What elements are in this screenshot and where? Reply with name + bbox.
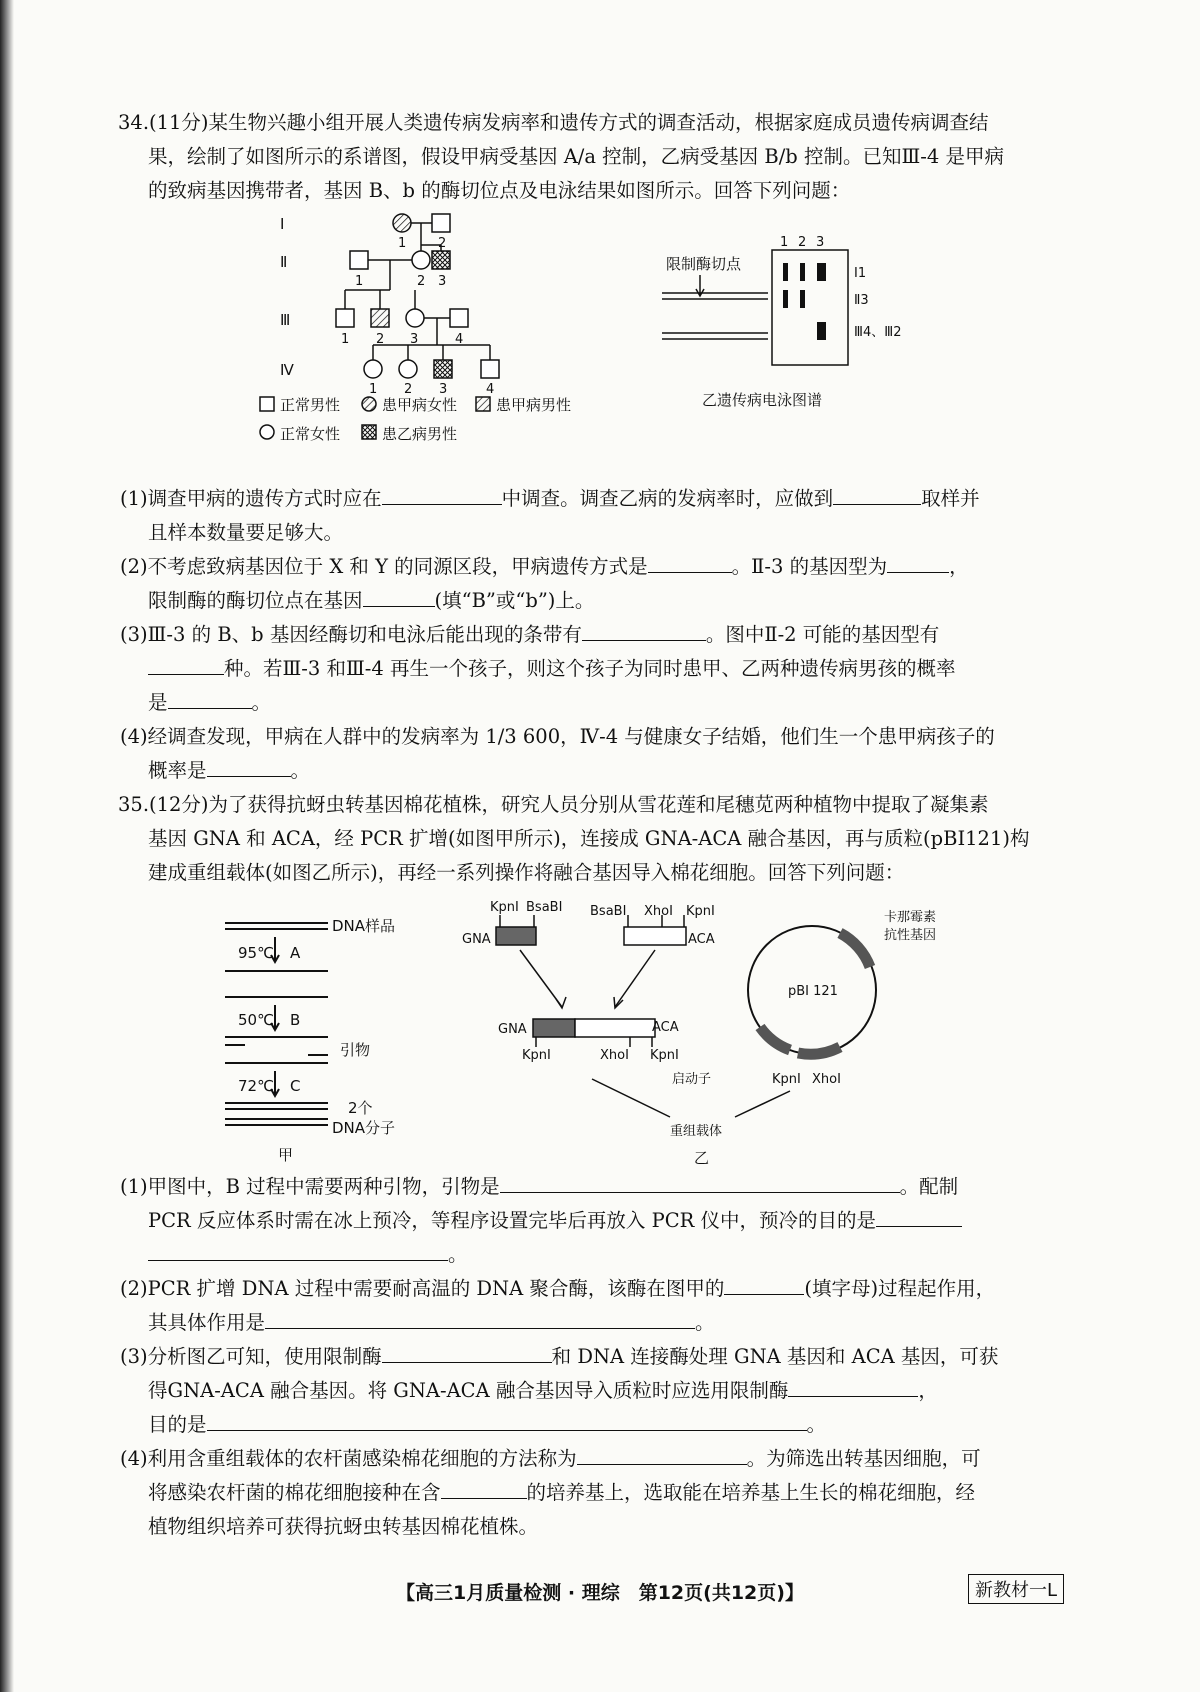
svg-text:3: 3 bbox=[438, 274, 447, 289]
svg-text:乙: 乙 bbox=[694, 1149, 710, 1167]
svg-text:3: 3 bbox=[439, 382, 448, 397]
svg-text:甲: 甲 bbox=[278, 1146, 294, 1164]
svg-text:引物: 引物 bbox=[340, 1041, 371, 1059]
svg-text:Ⅰ1: Ⅰ1 bbox=[854, 266, 867, 281]
answer-blank[interactable] bbox=[168, 686, 252, 709]
svg-text:抗性基因: 抗性基因 bbox=[884, 928, 937, 943]
q34-sub3: (3)Ⅲ-3 的 B、b 基因经酶切和电泳后能出现的条带有 。图中Ⅱ-2 可能的基因型有 种。若Ⅲ-3 和Ⅲ-4 再生一个孩子，则这个孩子为同时患甲、乙两种遗传病男孩的概率 是 。 bbox=[118, 618, 1078, 720]
svg-text:Ⅰ: Ⅰ bbox=[280, 215, 285, 233]
answer-blank[interactable] bbox=[148, 1238, 448, 1261]
q34-head: 34.(11分)某生物兴趣小组开展人类遗传病发病率和遗传方式的调查活动，根据家庭成员遗传病调查结 bbox=[118, 111, 989, 134]
answer-blank[interactable] bbox=[382, 482, 502, 505]
pcr-vector-figure bbox=[200, 895, 1000, 1175]
svg-text:GNA: GNA bbox=[462, 932, 491, 947]
svg-text:A: A bbox=[290, 944, 301, 962]
svg-text:患甲病男性: 患甲病男性 bbox=[496, 396, 572, 414]
svg-text:Ⅲ: Ⅲ bbox=[280, 311, 291, 329]
q34-line2: 果，绘制了如图所示的系谱图，假设甲病受基因 A/a 控制，乙病受基因 B/b 控制。已知Ⅲ-4 是甲病 bbox=[148, 145, 1004, 168]
svg-text:B: B bbox=[290, 1011, 301, 1029]
svg-text:ACA: ACA bbox=[688, 932, 715, 947]
q34-sub2: (2)不考虑致病基因位于 X 和 Y 的同源区段，甲病遗传方式是 。Ⅱ-3 的基因型为 ， 限制酶的酶切位点在基因 (填“B”或“b”)上。 bbox=[118, 550, 1078, 618]
answer-blank[interactable] bbox=[724, 1272, 804, 1295]
q34-sub1: (1)调查甲病的遗传方式时应在 中调查。调查乙病的发病率时，应做到 取样并 且样本数量要足够大。 bbox=[118, 482, 1078, 550]
svg-text:重组载体: 重组载体 bbox=[670, 1124, 723, 1139]
svg-text:1: 1 bbox=[355, 274, 364, 289]
answer-blank[interactable] bbox=[148, 652, 224, 675]
answer-blank[interactable] bbox=[265, 1306, 695, 1329]
svg-text:2: 2 bbox=[798, 235, 807, 250]
svg-text:72℃: 72℃ bbox=[238, 1077, 274, 1095]
q35-sub1: (1)甲图中，B 过程中需要两种引物，引物是 。配制 PCR 反应体系时需在冰上预冷，等程序设置完毕后再放入 PCR 仪中，预冷的目的是 。 bbox=[118, 1170, 1078, 1272]
svg-text:Ⅲ4、Ⅲ2: Ⅲ4、Ⅲ2 bbox=[854, 325, 902, 340]
svg-text:卡那霉素: 卡那霉素 bbox=[884, 910, 937, 925]
svg-text:4: 4 bbox=[455, 332, 464, 347]
svg-text:1: 1 bbox=[341, 332, 350, 347]
answer-blank[interactable] bbox=[582, 618, 706, 641]
svg-text:ACA: ACA bbox=[652, 1020, 679, 1035]
answer-blank[interactable] bbox=[577, 1442, 747, 1465]
svg-text:KpnⅠ: KpnⅠ bbox=[686, 904, 715, 919]
svg-text:3: 3 bbox=[410, 332, 419, 347]
svg-text:XhoⅠ: XhoⅠ bbox=[600, 1048, 629, 1063]
svg-text:2: 2 bbox=[404, 382, 413, 397]
svg-text:正常女性: 正常女性 bbox=[280, 425, 341, 443]
svg-text:DNA分子: DNA分子 bbox=[332, 1119, 396, 1137]
svg-text:患甲病女性: 患甲病女性 bbox=[382, 396, 458, 414]
svg-text:1: 1 bbox=[369, 382, 378, 397]
svg-text:患乙病男性: 患乙病男性 bbox=[382, 425, 458, 443]
svg-text:启动子: 启动子 bbox=[672, 1072, 712, 1087]
svg-text:Ⅱ3: Ⅱ3 bbox=[854, 293, 869, 308]
q35-subquestions bbox=[118, 1170, 1078, 1544]
pedigree-figure bbox=[250, 205, 930, 485]
svg-text:2: 2 bbox=[417, 274, 426, 289]
svg-text:DNA样品: DNA样品 bbox=[332, 917, 396, 935]
svg-text:1: 1 bbox=[780, 235, 789, 250]
answer-blank[interactable] bbox=[207, 1408, 807, 1431]
svg-text:BsaBⅠ: BsaBⅠ bbox=[590, 904, 627, 919]
q35-line3: 建成重组载体(如图乙所示)，再经一系列操作将融合基因导入棉花细胞。回答下列问题： bbox=[148, 861, 905, 884]
svg-text:95℃: 95℃ bbox=[238, 944, 274, 962]
svg-text:4: 4 bbox=[486, 382, 495, 397]
svg-text:GNA: GNA bbox=[498, 1022, 527, 1037]
answer-blank[interactable] bbox=[207, 754, 291, 777]
answer-blank[interactable] bbox=[887, 550, 949, 573]
q35-sub4: (4)利用含重组载体的农杆菌感染棉花细胞的方法称为 。为筛选出转基因细胞，可 将感染农杆菌的棉花细胞接种在含 的培养基上，选取能在培养基上生长的棉花细胞，经 植物组织培养可获得抗蚜虫转基因棉花植株。 bbox=[118, 1442, 1078, 1544]
answer-blank[interactable] bbox=[500, 1170, 900, 1193]
svg-text:乙遗传病电泳图谱: 乙遗传病电泳图谱 bbox=[702, 391, 823, 409]
svg-text:KpnⅠ: KpnⅠ bbox=[650, 1048, 679, 1063]
svg-text:XhoⅠ: XhoⅠ bbox=[812, 1072, 841, 1087]
answer-blank[interactable] bbox=[363, 584, 435, 607]
page-footer: 【高三1月质量检测 · 理综 第12页(共12页)】 bbox=[396, 1582, 804, 1604]
answer-blank[interactable] bbox=[648, 550, 732, 573]
answer-blank[interactable] bbox=[876, 1204, 962, 1227]
scan-edge bbox=[0, 0, 14, 1692]
svg-text:2: 2 bbox=[438, 236, 447, 251]
svg-text:pBI 121: pBI 121 bbox=[788, 984, 838, 999]
svg-text:BsaBⅠ: BsaBⅠ bbox=[526, 900, 563, 915]
svg-text:Ⅳ: Ⅳ bbox=[280, 361, 294, 379]
answer-blank[interactable] bbox=[382, 1340, 552, 1363]
q34-line3: 的致病基因携带者，基因 B、b 的酶切位点及电泳结果如图所示。回答下列问题： bbox=[148, 179, 851, 202]
question-35 bbox=[118, 788, 1078, 890]
svg-text:KpnⅠ: KpnⅠ bbox=[772, 1072, 801, 1087]
answer-blank[interactable] bbox=[833, 482, 921, 505]
svg-text:XhoⅠ: XhoⅠ bbox=[644, 904, 673, 919]
q35-head: 35.(12分)为了获得抗蚜虫转基因棉花植株，研究人员分别从雪花莲和尾穗苋两种植物中提取了凝集素 bbox=[118, 793, 989, 816]
q34-subquestions bbox=[118, 482, 1078, 788]
answer-blank[interactable] bbox=[788, 1374, 918, 1397]
svg-text:Ⅱ: Ⅱ bbox=[280, 253, 288, 271]
svg-text:限制酶切点: 限制酶切点 bbox=[666, 255, 742, 273]
svg-text:50℃: 50℃ bbox=[238, 1011, 274, 1029]
q34-sub4: (4)经调查发现，甲病在人群中的发病率为 1/3 600，Ⅳ-4 与健康女子结婚，他们生一个患甲病孩子的 概率是 。 bbox=[120, 725, 995, 782]
svg-text:1: 1 bbox=[398, 236, 407, 251]
question-34 bbox=[118, 106, 1078, 208]
q35-sub3: (3)分析图乙可知，使用限制酶 和 DNA 连接酶处理 GNA 基因和 ACA 基因，可获 得GNA-ACA 融合基因。将 GNA-ACA 融合基因导入质粒时应选用限制酶 ， 目的是 。 bbox=[118, 1340, 1078, 1442]
q35-line2: 基因 GNA 和 ACA，经 PCR 扩增(如图甲所示)，连接成 GNA-ACA 融合基因，再与质粒(pBI121)构 bbox=[148, 827, 1030, 850]
q35-sub2: (2)PCR 扩增 DNA 过程中需要耐高温的 DNA 聚合酶，该酶在图甲的 (填字母)过程起作用， 其具体作用是 。 bbox=[118, 1272, 1078, 1340]
svg-text:KpnⅠ: KpnⅠ bbox=[490, 900, 519, 915]
svg-text:C: C bbox=[290, 1077, 301, 1095]
svg-text:正常男性: 正常男性 bbox=[280, 396, 341, 414]
svg-text:3: 3 bbox=[816, 235, 825, 250]
svg-text:KpnⅠ: KpnⅠ bbox=[522, 1048, 551, 1063]
edition-tag: 新教材一L bbox=[968, 1574, 1064, 1604]
svg-text:2个: 2个 bbox=[348, 1099, 373, 1117]
answer-blank[interactable] bbox=[441, 1476, 527, 1499]
svg-text:2: 2 bbox=[376, 332, 385, 347]
